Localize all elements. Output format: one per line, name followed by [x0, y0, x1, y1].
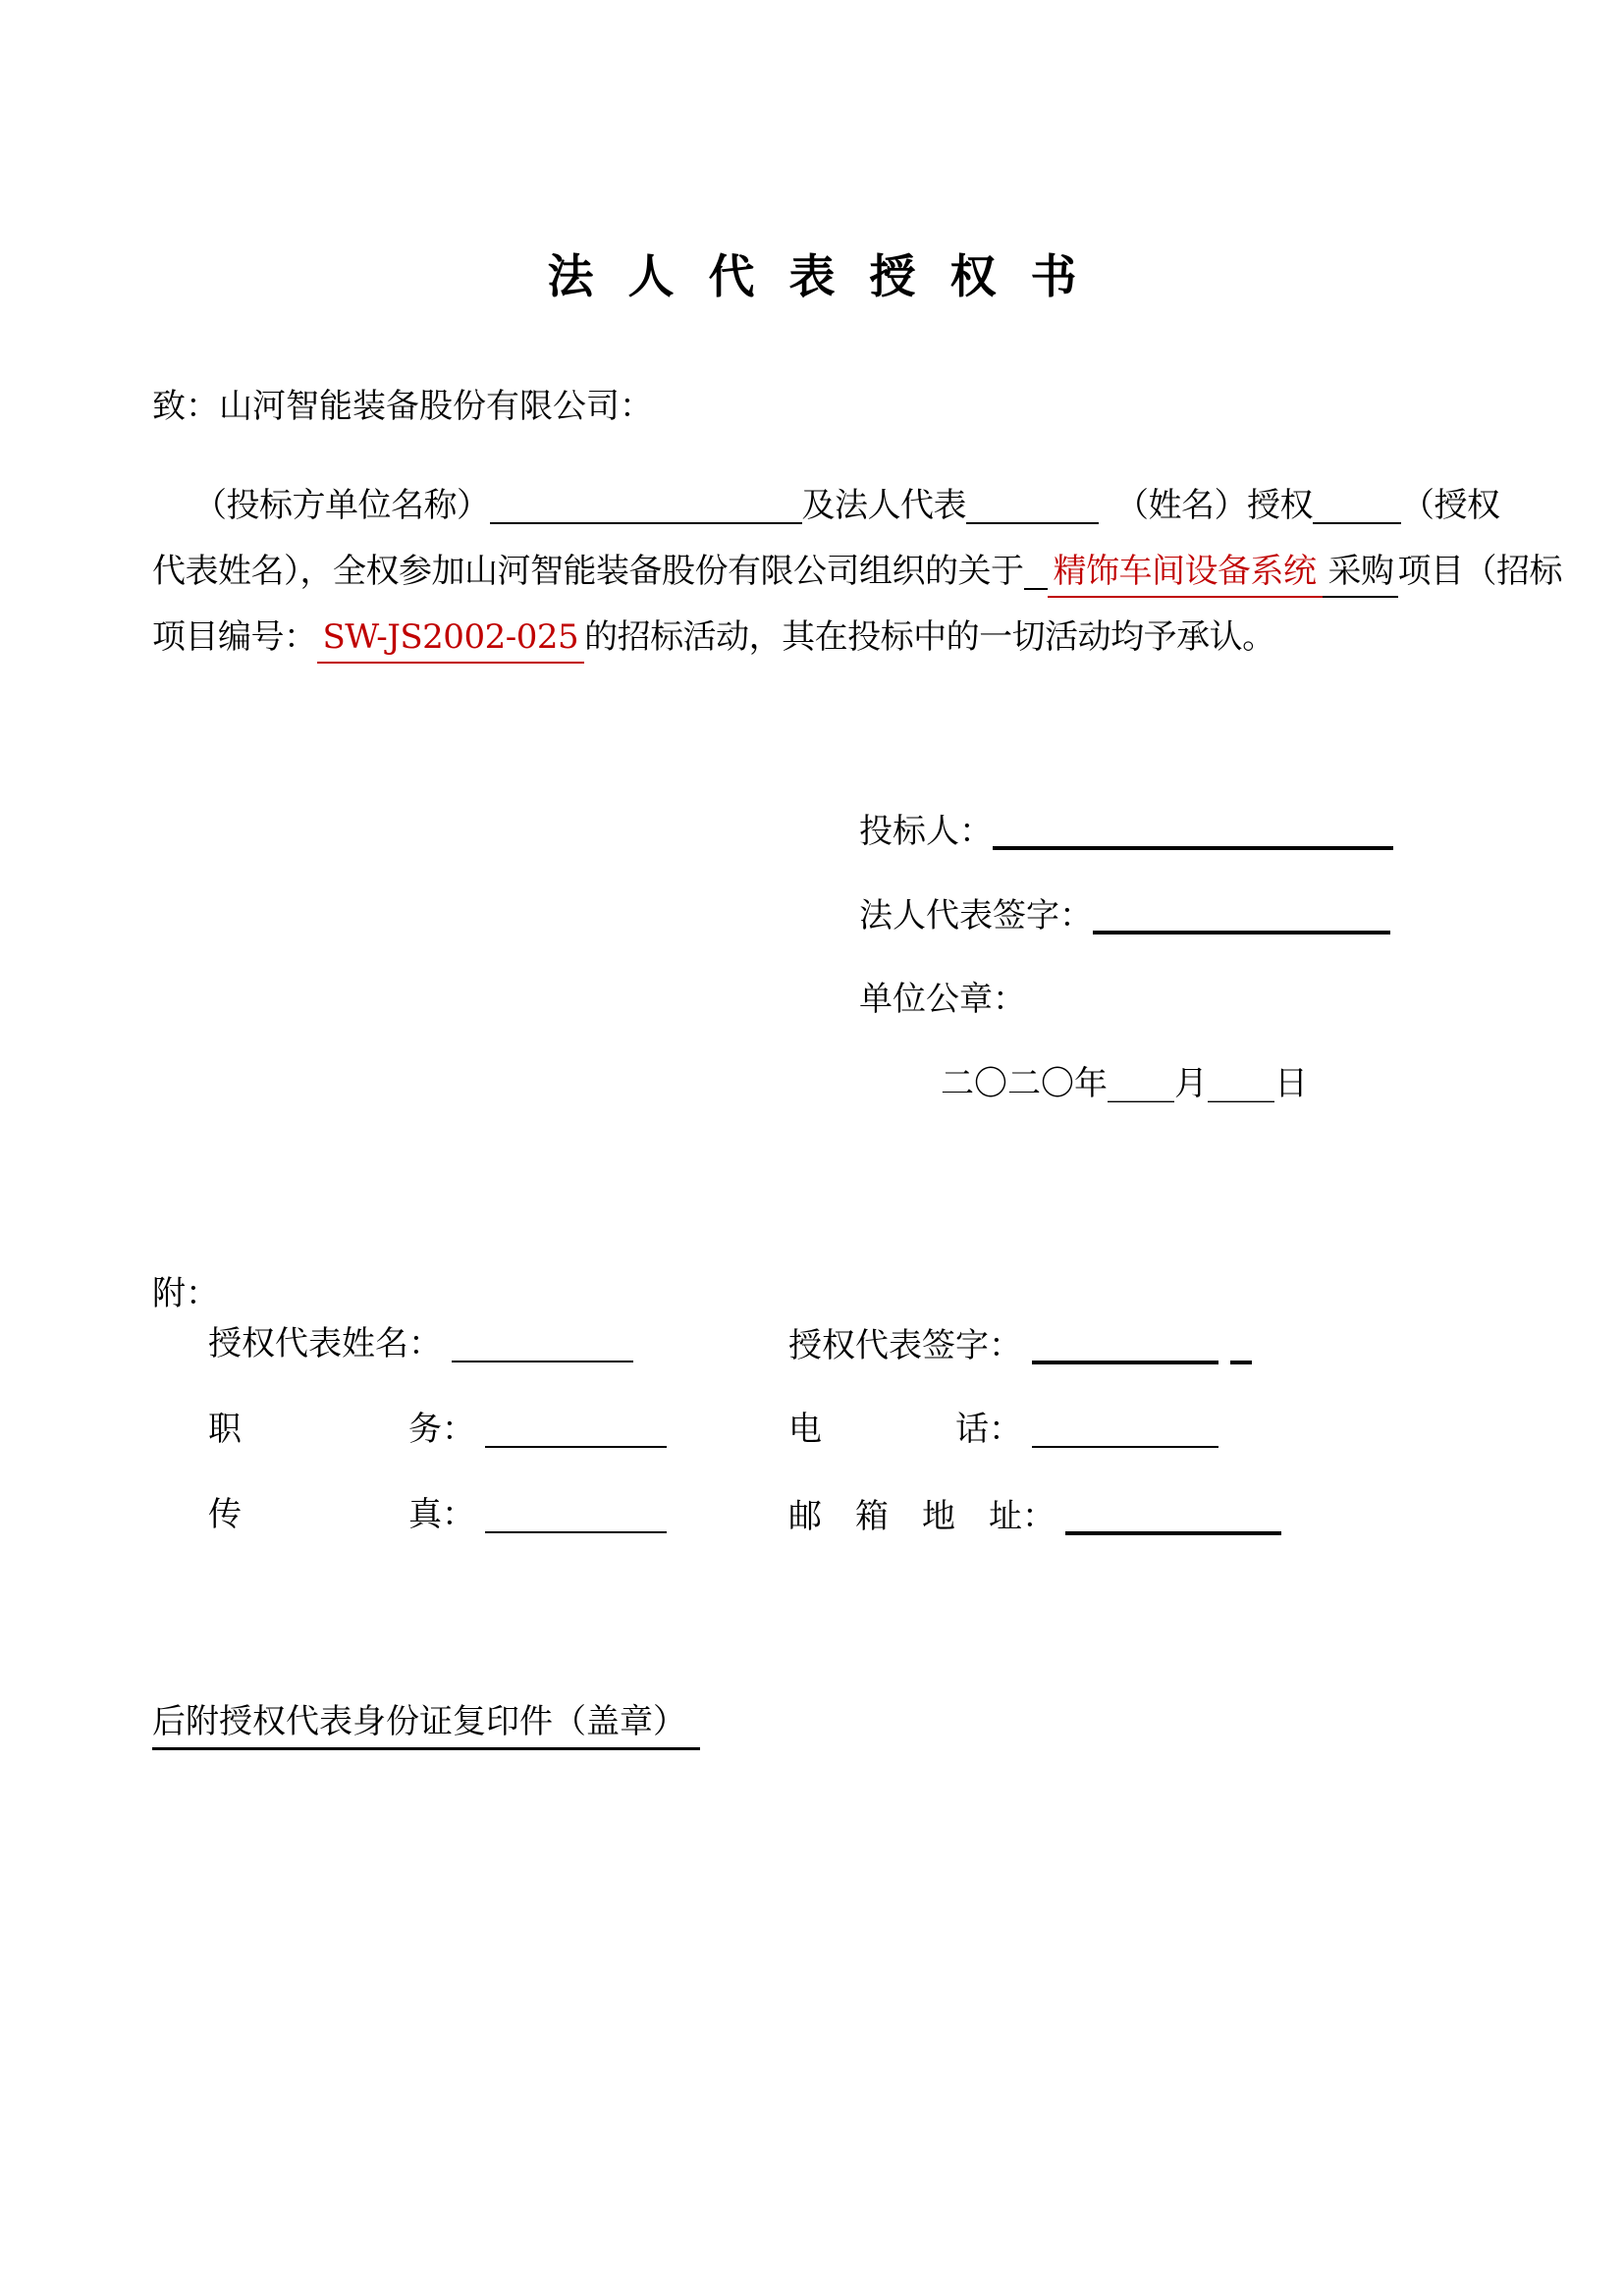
body-line-1 [152, 473, 1596, 539]
procurement-underlined: 采购 [1323, 552, 1398, 598]
underline-lead [1024, 555, 1048, 590]
footer-note-row [152, 1702, 700, 1750]
body-text: 及法人代表 [801, 486, 966, 525]
date-year: 二〇二〇年 [941, 1064, 1108, 1103]
auth-rep-sign-label: 授权代表签字： [788, 1326, 1022, 1365]
body-line-2 [152, 539, 1596, 605]
phone-field [788, 1410, 1218, 1449]
salutation: 致：山河智能装备股份有限公司： [152, 387, 653, 426]
auth-rep-sign-line-short [1230, 1327, 1252, 1364]
phone-label: 电 话： [788, 1410, 1022, 1449]
legal-rep-sign-label: 法人代表签字： [859, 896, 1093, 935]
auth-rep-name-line [452, 1327, 633, 1362]
phone-line [1032, 1413, 1218, 1448]
date-line [941, 1064, 1308, 1103]
auth-rep-name-field [208, 1324, 633, 1363]
project-name-highlight: 精饰车间设备系统 [1048, 552, 1323, 598]
company-seal-row [859, 980, 1026, 1019]
company-seal-label: 单位公章： [859, 980, 1026, 1019]
date-day: 日 [1274, 1064, 1308, 1103]
position-line [485, 1413, 667, 1448]
position-label: 职 务： [208, 1410, 475, 1449]
footer-note: 后附授权代表身份证复印件（盖章） [152, 1705, 700, 1750]
body-text: （授权 [1401, 486, 1500, 525]
body-text: 的招标活动，其在投标中的一切活动均予承认。 [584, 617, 1275, 657]
auth-rep-sign-field [788, 1327, 1252, 1364]
position-field [208, 1410, 667, 1449]
bidder-row [859, 813, 1393, 850]
fax-line [485, 1498, 667, 1533]
attachment-heading: 附： [152, 1274, 219, 1313]
fax-field [208, 1495, 667, 1534]
body-line-3 [152, 605, 1596, 670]
legal-rep-signature-line [1093, 897, 1390, 934]
auth-rep-name-label: 授权代表姓名： [208, 1324, 442, 1363]
project-code-highlight: SW-JS2002-025 [317, 617, 585, 664]
body-paragraph [152, 473, 1596, 670]
email-field [788, 1498, 1281, 1535]
body-text: （姓名）授权 [1115, 486, 1313, 525]
auth-rep-sign-line [1032, 1327, 1218, 1364]
authorized-rep-name-blank [1313, 489, 1401, 524]
body-text: 项目编号： [152, 617, 317, 657]
legal-rep-sign-row [859, 897, 1390, 934]
bidder-label: 投标人： [859, 812, 993, 851]
date-month-blank: ____ [1108, 1064, 1174, 1103]
email-line [1065, 1498, 1281, 1535]
bidder-signature-line [993, 813, 1393, 850]
date-day-blank: ____ [1208, 1064, 1274, 1103]
body-text: （投标方单位名称） [193, 486, 490, 525]
body-text: 代表姓名），全权参加山河智能装备股份有限公司组织的关于 [152, 552, 1024, 591]
fax-label: 传 真： [208, 1495, 475, 1534]
email-label: 邮 箱 地 址： [788, 1497, 1056, 1536]
date-month: 月 [1174, 1064, 1208, 1103]
legal-rep-name-blank [966, 489, 1099, 524]
company-name-blank [490, 489, 802, 524]
body-text: 项目（招标 [1397, 552, 1562, 591]
document-title: 法人代表授权书 [547, 250, 1111, 304]
